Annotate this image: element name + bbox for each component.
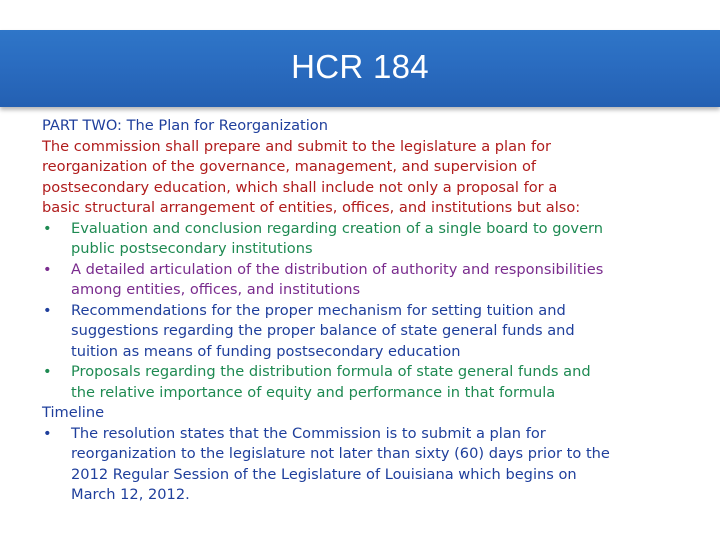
bullet-line: A detailed articulation of the distribution of authority and responsibilities xyxy=(71,260,604,278)
section-heading: PART TWO: The Plan for Reorganization xyxy=(42,117,328,134)
timeline-heading: Timeline xyxy=(42,404,105,421)
bullet-line: March 12, 2012. xyxy=(71,486,190,503)
bullet-line: suggestions regarding the proper balance of state general funds and xyxy=(71,322,575,339)
intro-line: reorganization of the governance, management, and supervision of xyxy=(42,158,537,175)
slide-body xyxy=(42,116,712,506)
bullet-line: tuition as means of funding postsecondary education xyxy=(71,342,461,360)
intro-line: basic structural arrangement of entities, offices, and institutions but also: xyxy=(42,199,581,216)
bullet-item-tuition xyxy=(42,301,712,363)
title-banner xyxy=(0,30,720,107)
bullet-icon: • xyxy=(43,301,52,319)
intro-paragraph xyxy=(42,137,712,219)
bullet-line: The resolution states that the Commission is to submit a plan for xyxy=(71,424,546,442)
bullet-icon: • xyxy=(43,260,52,278)
bullet-icon: • xyxy=(43,363,52,380)
timeline-bullet xyxy=(42,424,712,506)
intro-line: postsecondary education, which shall include not only a proposal for a xyxy=(42,178,558,196)
bullet-line: Proposals regarding the distribution formula of state general funds and xyxy=(71,363,591,380)
bullet-line: 2012 Regular Session of the Legislature of Louisiana which begins on xyxy=(71,465,577,483)
bullet-line: public postsecondary institutions xyxy=(71,240,313,257)
bullet-line: Recommendations for the proper mechanism for setting tuition and xyxy=(71,301,566,319)
bullet-icon: • xyxy=(43,219,52,237)
bullet-icon: • xyxy=(43,424,52,442)
bullet-item-single-board xyxy=(42,219,712,260)
bullet-line: among entities, offices, and institutions xyxy=(71,281,361,298)
bullet-line: reorganization to the legislature not later than sixty (60) days prior to the xyxy=(71,445,610,462)
bullet-item-formula xyxy=(42,362,712,403)
slide-title: HCR 184 xyxy=(291,48,429,85)
bullet-item-authority xyxy=(42,260,712,301)
bullet-line: Evaluation and conclusion regarding creation of a single board to govern xyxy=(71,219,604,237)
intro-line: The commission shall prepare and submit to the legislature a plan for xyxy=(42,137,552,155)
bullet-line: the relative importance of equity and performance in that formula xyxy=(71,383,556,401)
